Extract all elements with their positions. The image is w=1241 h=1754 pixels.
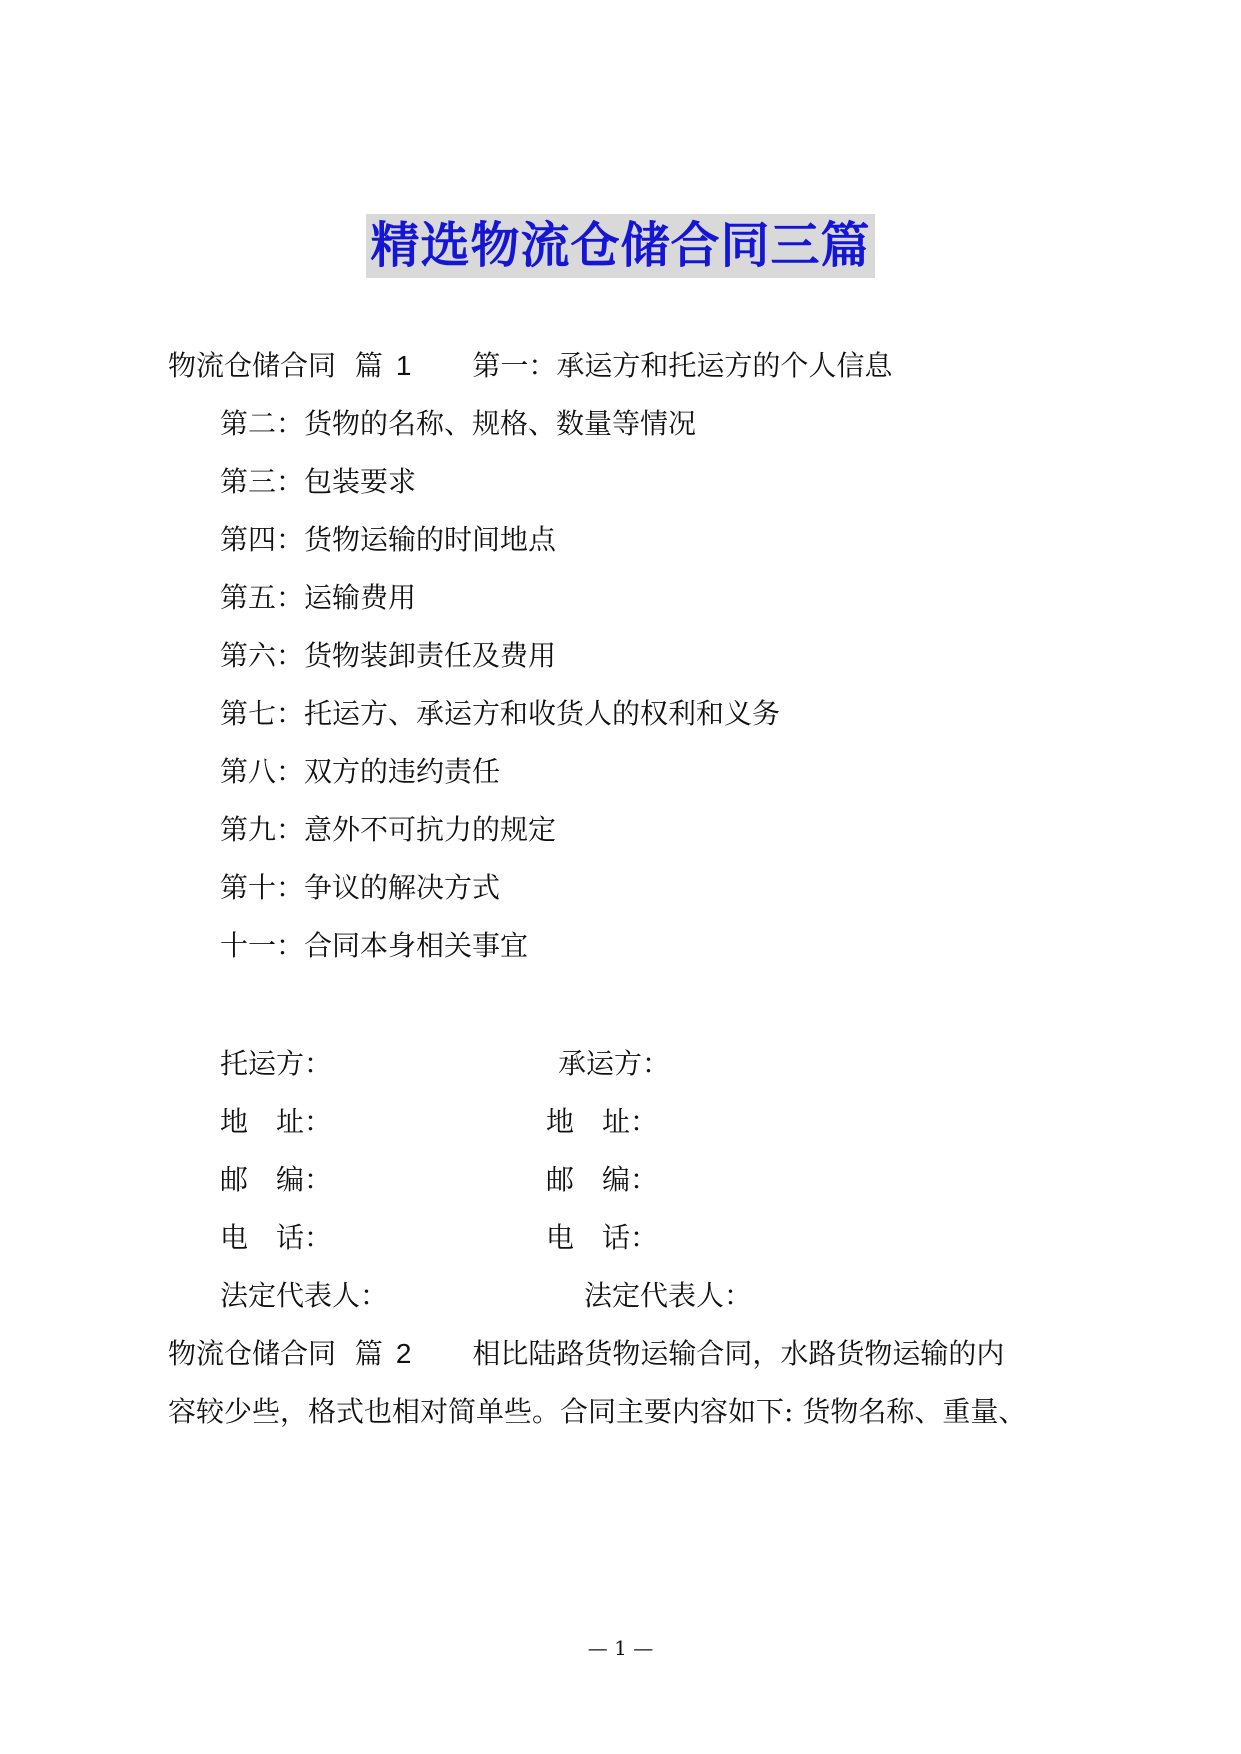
carrier-address-label: 地 址： [546,1105,659,1138]
shipper-address-label: 地 址： [220,1105,333,1138]
shipper-label: 托运方： [220,1047,333,1080]
shipper-postcode-label: 邮 编： [220,1163,333,1196]
shipper-phone-label: 电 话： [220,1221,333,1254]
list-item: 十一：合同本身相关事宜 [220,929,529,962]
section2-part-word: 篇 [354,1337,383,1370]
list-item: 第八：双方的违约责任 [220,755,501,788]
list-item: 第六：货物装卸责任及费用 [220,639,557,672]
section1-part-word: 篇 [354,349,383,382]
section2-label: 物流仓储合同 [168,1337,337,1370]
section1-part-num: 1 [395,350,412,381]
list-item: 第七：托运方、承运方和收货人的权利和义务 [220,697,781,730]
carrier-representative-label: 法定代表人： [584,1279,753,1312]
section2-line1: 相比陆路货物运输合同，水路货物运输的内 [472,1337,1005,1370]
carrier-postcode-label: 邮 编： [546,1163,659,1196]
document-title: 精选物流仓储合同三篇 [366,214,874,278]
section1-first-item: 第一：承运方和托运方的个人信息 [472,349,893,382]
shipper-representative-label: 法定代表人： [220,1279,389,1312]
title-container [0,214,1241,278]
section2-heading [168,1334,1004,1374]
list-item: 第九：意外不可抗力的规定 [220,813,557,846]
carrier-phone-label: 电 话： [546,1221,659,1254]
list-item: 第十：争议的解决方式 [220,871,501,904]
list-item: 第三：包装要求 [220,465,417,498]
section1-label: 物流仓储合同 [168,349,337,382]
section1-heading [168,346,892,386]
section2-part-num: 2 [395,1338,412,1369]
list-item: 第二：货物的名称、规格、数量等情况 [220,407,697,440]
section2-line2: 容较少些，格式也相对简单些。合同主要内容如下: 货物名称、重量、 [168,1395,1027,1428]
page-number: — 1 — [587,1636,654,1660]
carrier-label: 承运方： [558,1047,671,1080]
list-item: 第四：货物运输的时间地点 [220,523,557,556]
list-item: 第五：运输费用 [220,581,417,614]
